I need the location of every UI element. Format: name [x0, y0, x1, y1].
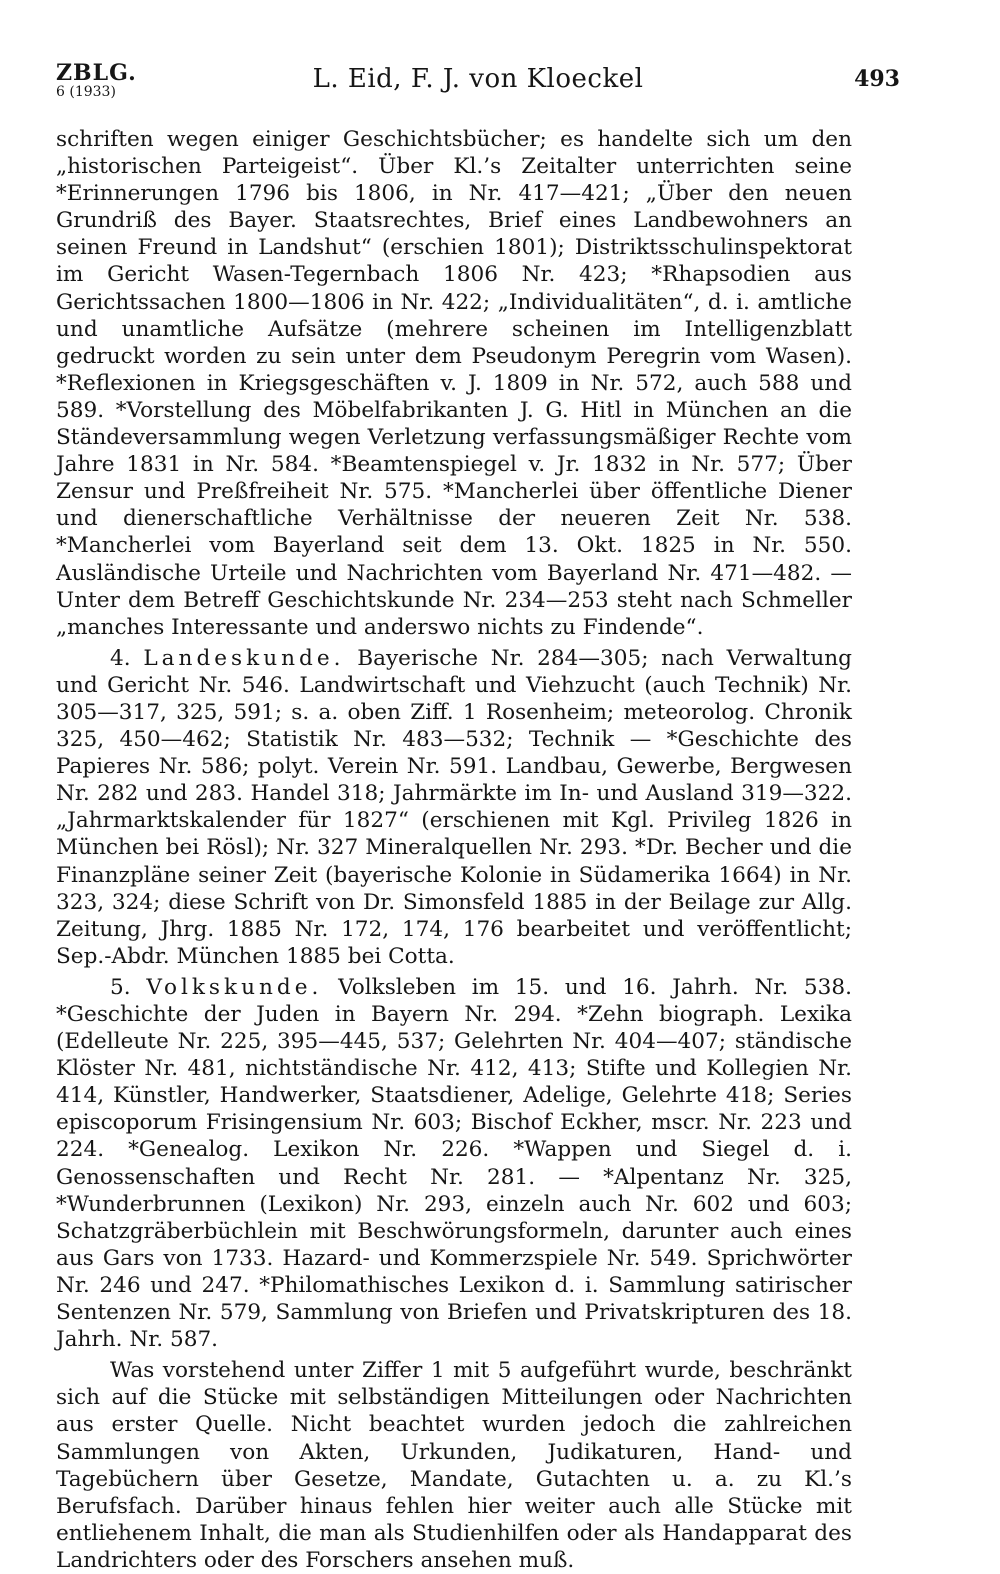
- paragraph-text: Bayerische Nr. 284—305; nach Verwaltung und Gericht Nr. 546. Landwirtschaft und Viehzucht (auch Technik) Nr. 305—317, 325, 591; s. a. oben Ziff. 1 Rosenheim; meteorolog. Chronik 325, 450—462; Statistik Nr. 483—532; Technik — *Geschichte des Papieres Nr. 586; polyt. Verein Nr. 591. Landbau, Gewerbe, Bergwesen Nr. 282 und 283. Handel 318; Jahrmärkte im In- und Ausland 319—322. „Jahrmarktskalender für 1827“ (erschienen mit Kgl. Privileg 1826 in München bei Rösl); Nr. 327 Mineralquellen Nr. 293. *Dr. Becher und die Finanzpläne seiner Zeit (bayerische Kolonie in Südamerika 1664) in Nr. 323, 324; diese Schrift von Dr. Simonsfeld 1885 in der Beilage zur Allg. Zeitung, Jhrg. 1885 Nr. 172, 174, 176 bearbeitet und veröffentlicht; Sep.-Abdr. München 1885 bei Cotta.: [56, 645, 852, 969]
- section-heading: Volkskunde.: [146, 974, 323, 1000]
- paragraph-landeskunde: [56, 645, 852, 970]
- paragraph-text: Was vorstehend unter Ziffer 1 mit 5 aufgeführt wurde, beschränkt sich auf die Stücke mit selbständigen Mitteilungen oder Nachrichten aus erster Quelle. Nicht beachtet wurden jedoch die zahlreichen Sammlungen von Akten, Urkunden, Judikaturen, Hand- und Tagebüchern über Gesetze, Mandate, Gutachten u. a. zu Kl.’s Berufsfach. Darüber hinaus fehlen hier weiter auch alle Stücke mit entliehenem Inhalt, die man als Studienhilfen oder als Handapparat des Landrichters oder des Forschers ansehen muß.: [56, 1358, 852, 1573]
- journal-issue: 6 (1933): [56, 84, 116, 100]
- paragraph-volkskunde: [56, 974, 852, 1353]
- paragraph-text: Volksleben im 15. und 16. Jahrh. Nr. 538. *Geschichte der Juden in Bayern Nr. 294. *Zehn biograph. Lexika (Edelleute Nr. 225, 395—445, 537; Gelehrten Nr. 404—407; ständische Klöster Nr. 481, nichtständische Nr. 412, 413; Stifte und Kollegien Nr. 414, Künstler, Handwerker, Staatsdiener, Adelige, Gelehrte 418; Series episcoporum Frisingensium Nr. 603; Bischof Eckher, mscr. Nr. 223 und 224. *Genealog. Lexikon Nr. 226. *Wappen und Siegel d. i. Genossenschaften und Recht Nr. 281. — *Alpentanz Nr. 325, *Wunderbrunnen (Lexikon) Nr. 293, einzeln auch Nr. 602 und 603; Schatzgräberbüchlein mit Beschwörungsformeln, darunter auch eines aus Gars von 1733. Hazard- und Kommerzspiele Nr. 549. Sprichwörter Nr. 246 und 247. *Philomathisches Lexikon d. i. Sammlung satirischer Sentenzen Nr. 579, Sammlung von Briefen und Privatskripturen des 18. Jahrh. Nr. 587.: [56, 974, 852, 1353]
- journal-abbreviation: ZBLG.: [56, 60, 137, 86]
- page-header: [56, 62, 900, 112]
- section-heading: Landeskunde.: [143, 645, 345, 671]
- section-number: 5.: [110, 974, 131, 1000]
- paragraph-continued: [56, 126, 852, 641]
- page-body: [56, 126, 852, 1574]
- section-number: 4.: [110, 645, 131, 671]
- running-title: L. Eid, F. J. von Kloeckel: [312, 64, 644, 94]
- paragraph-text: schriften wegen einiger Geschichtsbücher; es handelte sich um den „historischen Parteigeist“. Über Kl.’s Zeitalter unterrichten seine *Erinnerungen 1796 bis 1806, in Nr. 417—421; „Über den neuen Grundriß des Bayer. Staatsrechtes, Brief eines Landbewohners an seinen Freund in Landshut“ (erschien 1801); Distriktsschulinspektorat im Gericht Wasen-Tegernbach 1806 Nr. 423; *Rhapsodien aus Gerichtssachen 1800—1806 in Nr. 422; „Individualitäten“, d. i. amtliche und unamtliche Aufsätze (mehrere scheinen im Intelligenzblatt gedruckt worden zu sein unter dem Pseudonym Peregrin vom Wasen). *Reflexionen in Kriegsgeschäften v. J. 1809 in Nr. 572, auch 588 und 589. *Vorstellung des Möbelfabrikanten J. G. Hitl in München an die Ständeversammlung wegen Verletzung verfassungsmäßiger Rechte vom Jahre 1831 in Nr. 584. *Beamtenspiegel v. Jr. 1832 in Nr. 577; Über Zensur und Preßfreiheit Nr. 575. *Mancherlei über öffentliche Diener und dienerschaftliche Verhältnisse der neueren Zeit Nr. 538. *Mancherlei vom Bayerland seit dem 13. Okt. 1825 in Nr. 550. Ausländische Urteile und Nachrichten vom Bayerland Nr. 471—482. — Unter dem Betreff Geschichtskunde Nr. 234—253 steht nach Schmeller „manches Interessante und anderswo nichts zu Findende“.: [56, 127, 852, 640]
- paragraph-summary: [56, 1357, 852, 1574]
- page-number: 493: [854, 66, 900, 92]
